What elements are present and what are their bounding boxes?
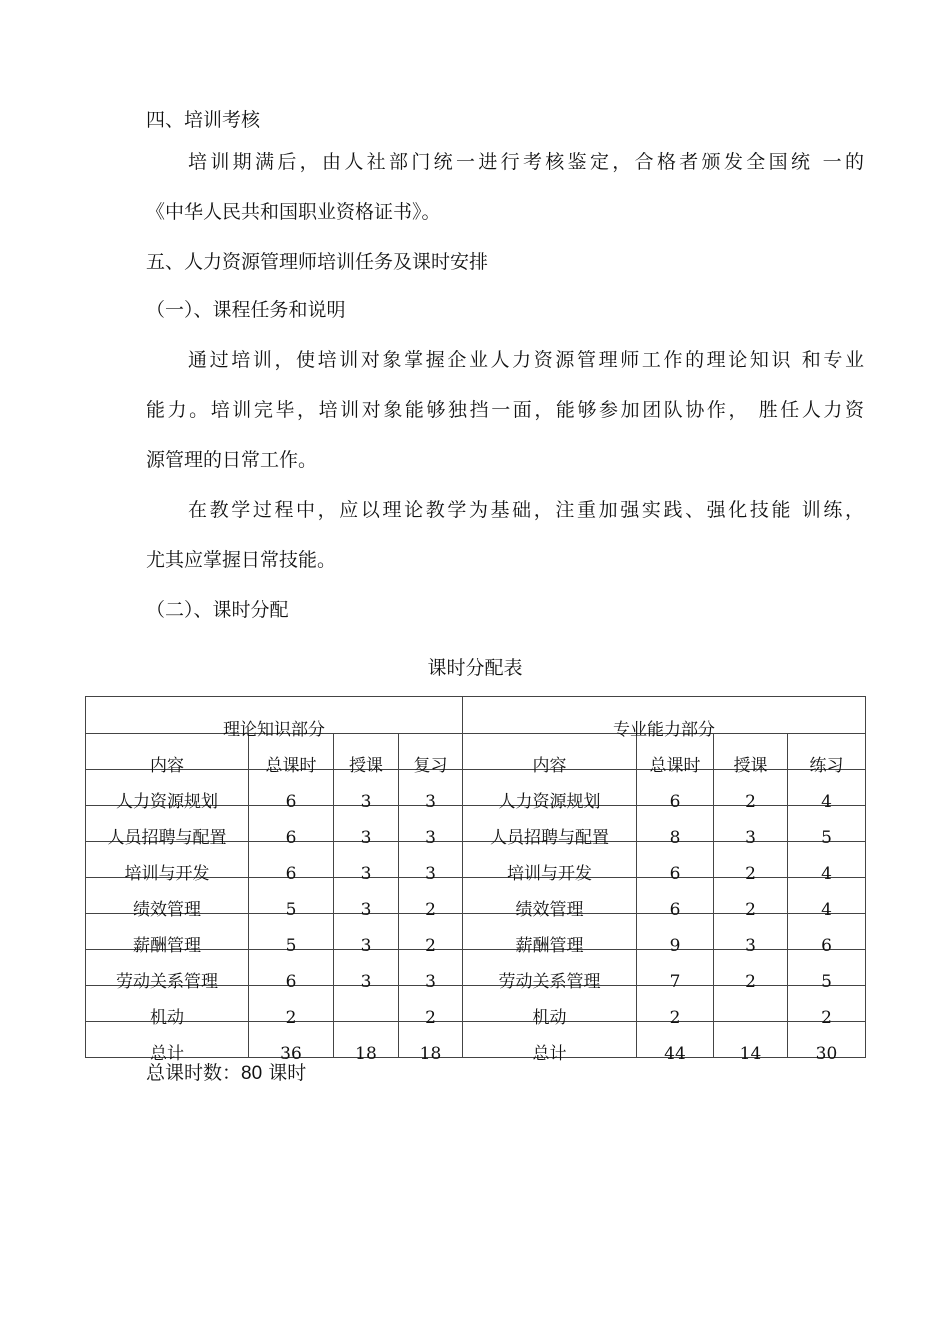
column-header: 练习 [788,734,866,770]
table-cell: 3 [399,806,463,842]
table-cell: 3 [334,878,399,914]
table-cell: 劳动关系管理 [86,950,249,986]
table-cell: 2 [714,950,788,986]
table-cell: 3 [334,806,399,842]
subsection-1-paragraph-1-line-3: 源管理的日常工作。 [146,449,318,471]
table-cell: 2 [399,986,463,1022]
table-group-header-row [86,697,866,734]
table-cell: 2 [714,842,788,878]
column-header: 授课 [714,734,788,770]
table-cell: 5 [249,914,334,950]
table-cell: 6 [788,914,866,950]
table-cell: 3 [714,914,788,950]
table-cell: 18 [334,1022,399,1058]
table-cell: 劳动关系管理 [463,950,637,986]
table-cell: 6 [249,770,334,806]
table-cell: 44 [637,1022,714,1058]
group-header-theory: 理论知识部分 [86,697,463,734]
table-cell: 5 [788,806,866,842]
subsection-1-heading: （一）、课程任务和说明 [146,299,346,321]
subsection-1-paragraph-1-line-1: 通过培训，使培训对象掌握企业人力资源管理师工作的理论知识 和专业 [188,349,864,371]
table-cell: 总计 [86,1022,249,1058]
table-cell: 人员招聘与配置 [86,806,249,842]
table-cell: 人力资源规划 [463,770,637,806]
table-cell: 4 [788,842,866,878]
table-cell: 2 [399,914,463,950]
table-cell: 4 [788,878,866,914]
table-cell: 3 [334,950,399,986]
table-cell: 培训与开发 [86,842,249,878]
table-cell: 3 [399,770,463,806]
table-cell: 3 [334,842,399,878]
table-cell: 薪酬管理 [463,914,637,950]
group-header-practice: 专业能力部分 [463,697,866,734]
subsection-1-paragraph-2-line-2: 尤其应掌握日常技能。 [146,549,337,571]
table-cell: 薪酬管理 [86,914,249,950]
table-cell: 30 [788,1022,866,1058]
table-cell: 2 [637,986,714,1022]
table-cell: 2 [399,878,463,914]
table-cell: 5 [788,950,866,986]
section-4-paragraph-line-2: 《中华人民共和国职业资格证书》。 [146,201,441,223]
table-cell: 3 [399,950,463,986]
table-cell: 4 [788,770,866,806]
table-cell: 人力资源规划 [86,770,249,806]
table-cell: 2 [249,986,334,1022]
table-cell: 18 [399,1022,463,1058]
table-cell: 6 [637,878,714,914]
column-header: 总课时 [637,734,714,770]
table-cell: 3 [399,842,463,878]
table-cell: 3 [334,770,399,806]
table-column-header-row [86,734,866,770]
column-header: 内容 [86,734,249,770]
total-hours-value: 80 [241,1063,263,1084]
section-4-paragraph-line-1: 培训期满后，由人社部门统一进行考核鉴定，合格者颁发全国统 一的 [188,151,864,173]
table-cell: 2 [714,770,788,806]
table-cell: 8 [637,806,714,842]
table-cell: 人员招聘与配置 [463,806,637,842]
total-hours-unit: 课时 [262,1062,307,1084]
table-cell: 总计 [463,1022,637,1058]
table-cell: 绩效管理 [463,878,637,914]
table-cell: 2 [714,878,788,914]
table-cell: 3 [714,806,788,842]
subsection-1-paragraph-2-line-1: 在教学过程中，应以理论教学为基础，注重加强实践、强化技能 训练， [188,499,864,521]
table-cell: 6 [249,806,334,842]
section-4-heading: 四、培训考核 [146,109,261,131]
total-hours-label: 总课时数： [146,1062,242,1084]
table-cell: 6 [637,842,714,878]
column-header: 复习 [399,734,463,770]
table-cell: 7 [637,950,714,986]
table-row [86,1022,866,1058]
table-cell: 绩效管理 [86,878,249,914]
column-header: 内容 [463,734,637,770]
table-cell: 机动 [463,986,637,1022]
section-5-heading: 五、人力资源管理师培训任务及课时安排 [146,251,489,273]
subsection-2-heading: （二）、课时分配 [146,599,289,621]
table-cell: 9 [637,914,714,950]
table-cell: 2 [788,986,866,1022]
table-cell: 5 [249,878,334,914]
table-cell: 36 [249,1022,334,1058]
table-cell: 6 [249,950,334,986]
subsection-1-paragraph-1-line-2: 能力。培训完毕，培训对象能够独挡一面，能够参加团队协作， 胜任人力资 [146,399,864,421]
column-header: 授课 [334,734,399,770]
hours-allocation-table [85,696,866,1064]
total-hours-summary [146,1061,306,1086]
table-caption: 课时分配表 [427,657,523,679]
table-cell: 机动 [86,986,249,1022]
column-header: 总课时 [249,734,334,770]
table-cell: 3 [334,914,399,950]
table-cell: 培训与开发 [463,842,637,878]
table-cell: 6 [637,770,714,806]
table-cell: 6 [249,842,334,878]
table-cell: 14 [714,1022,788,1058]
